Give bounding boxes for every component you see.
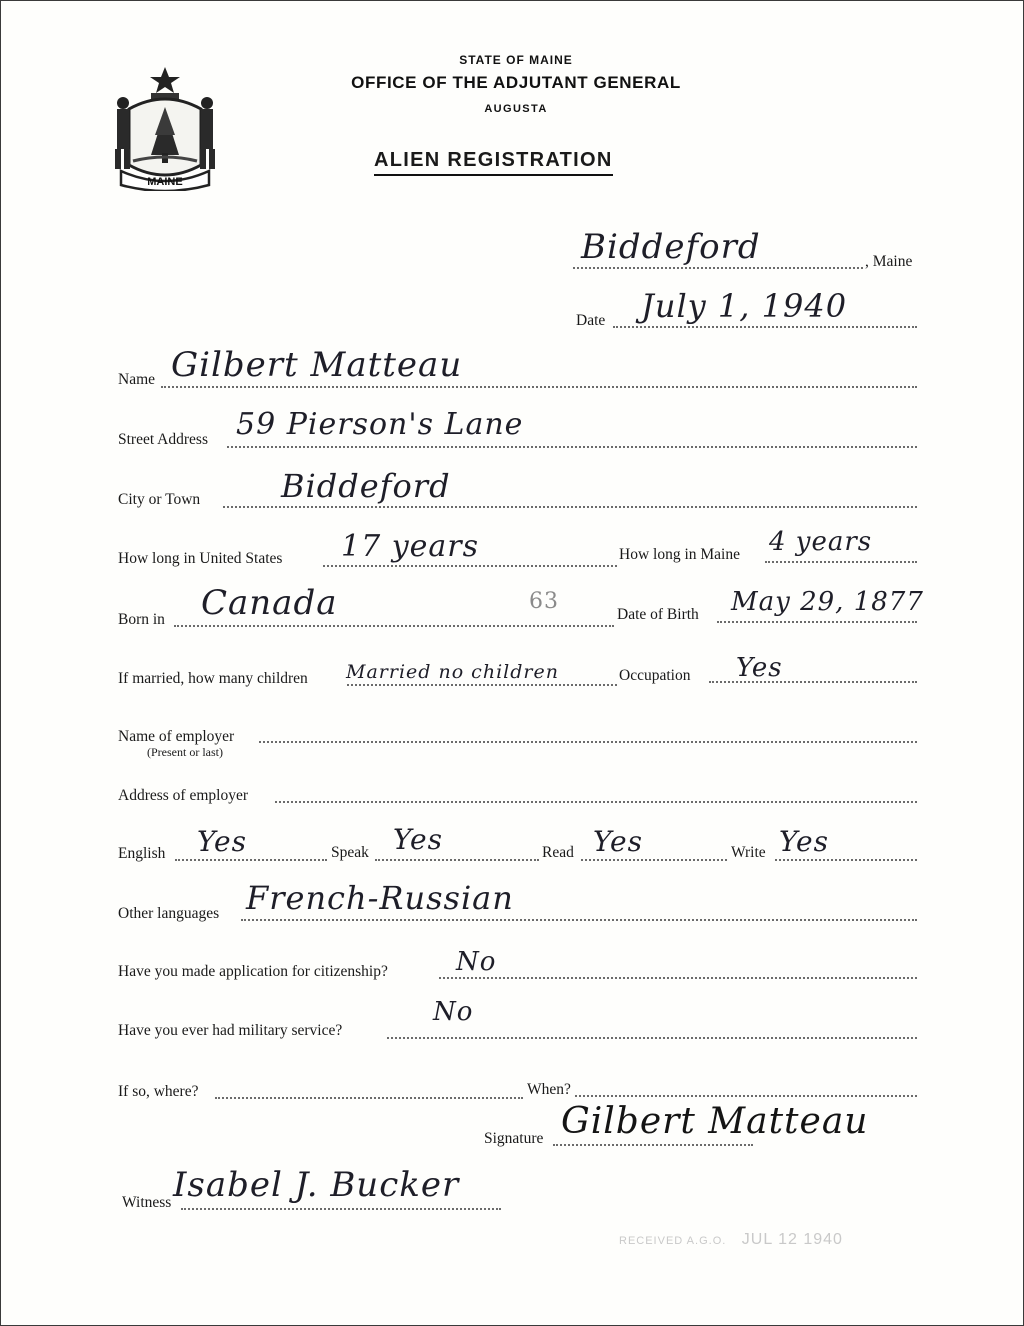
maine-label: , Maine	[865, 253, 913, 270]
date-of-birth-entry: May 29, 1877	[731, 587, 924, 617]
children-entry: Married no children	[346, 661, 559, 683]
write-line	[775, 859, 917, 861]
town-entry: Biddeford	[581, 227, 761, 267]
name-line	[161, 386, 917, 388]
city-or-town-entry: Biddeford	[281, 467, 451, 505]
employer-name-label: Name of employer	[118, 728, 235, 745]
street-address-line	[227, 446, 917, 448]
how-long-us-line	[323, 565, 617, 567]
employer-address-label: Address of employer	[118, 787, 248, 804]
received-stamp-date: JUL 12 1940	[741, 1231, 843, 1248]
born-in-entry: Canada	[201, 583, 338, 623]
city-heading: AUGUSTA	[484, 103, 548, 115]
date-entry: July 1, 1940	[641, 287, 848, 325]
english-entry: Yes	[197, 825, 247, 858]
street-address-label: Street Address	[118, 431, 208, 448]
when-line	[575, 1095, 917, 1097]
other-languages-line	[241, 919, 917, 921]
citizenship-entry: No	[456, 947, 497, 977]
if-so-where-label: If so, where?	[118, 1083, 199, 1100]
street-address-entry: 59 Pierson's Lane	[236, 407, 524, 442]
how-long-us-entry: 17 years	[341, 529, 480, 564]
date-label: Date	[576, 312, 606, 329]
write-label: Write	[731, 844, 766, 861]
signature-label: Signature	[484, 1130, 544, 1147]
born-in-line	[174, 625, 614, 627]
write-entry: Yes	[779, 825, 829, 858]
received-stamp-label: RECEIVED A.G.O.	[619, 1235, 727, 1247]
military-line	[387, 1037, 917, 1039]
received-stamp	[619, 1231, 843, 1249]
speak-entry: Yes	[393, 823, 443, 856]
speak-label: Speak	[331, 844, 369, 861]
date-of-birth-label: Date of Birth	[617, 606, 699, 623]
age-note: 63	[529, 589, 559, 614]
citizenship-label: Have you made application for citizenship?	[118, 963, 388, 980]
read-line	[581, 859, 727, 861]
occupation-label: Occupation	[619, 667, 691, 684]
other-languages-label: Other languages	[118, 905, 220, 922]
other-languages-entry: French-Russian	[246, 879, 514, 917]
how-long-maine-entry: 4 years	[769, 527, 873, 557]
read-label: Read	[542, 844, 574, 861]
city-or-town-label: City or Town	[118, 491, 201, 508]
children-label: If married, how many children	[118, 670, 308, 687]
english-line	[175, 859, 327, 861]
when-label: When?	[527, 1081, 571, 1098]
date-of-birth-line	[717, 621, 917, 623]
witness-line	[181, 1208, 501, 1210]
seal-motto-text: MAINE	[147, 176, 183, 188]
signature-entry: Gilbert Matteau	[561, 1101, 869, 1142]
name-label: Name	[118, 371, 156, 388]
occupation-entry: Yes	[736, 653, 783, 683]
employer-address-line	[275, 801, 917, 803]
born-in-label: Born in	[118, 611, 165, 628]
if-so-where-line	[215, 1097, 523, 1099]
witness-label: Witness	[122, 1194, 172, 1211]
citizenship-line	[439, 977, 917, 979]
read-entry: Yes	[593, 825, 643, 858]
signature-line	[553, 1144, 753, 1146]
military-entry: No	[433, 997, 474, 1027]
employer-name-line	[259, 741, 917, 743]
date-line	[613, 326, 917, 328]
children-line	[347, 684, 617, 686]
witness-entry: Isabel J. Bucker	[173, 1165, 460, 1205]
form-title: ALIEN REGISTRATION	[374, 149, 613, 176]
maine-state-seal-icon	[111, 63, 219, 191]
town-line	[573, 267, 863, 269]
state-heading: STATE OF MAINE	[459, 53, 573, 67]
name-entry: Gilbert Matteau	[171, 345, 463, 385]
how-long-us-label: How long in United States	[118, 550, 283, 567]
english-label: English	[118, 845, 166, 862]
how-long-maine-label: How long in Maine	[619, 546, 740, 563]
military-label: Have you ever had military service?	[118, 1022, 343, 1039]
employer-note-label: (Present or last)	[147, 745, 223, 759]
office-heading: OFFICE OF THE ADJUTANT GENERAL	[351, 73, 681, 92]
how-long-maine-line	[765, 561, 917, 563]
speak-line	[375, 859, 539, 861]
city-or-town-line	[223, 506, 917, 508]
